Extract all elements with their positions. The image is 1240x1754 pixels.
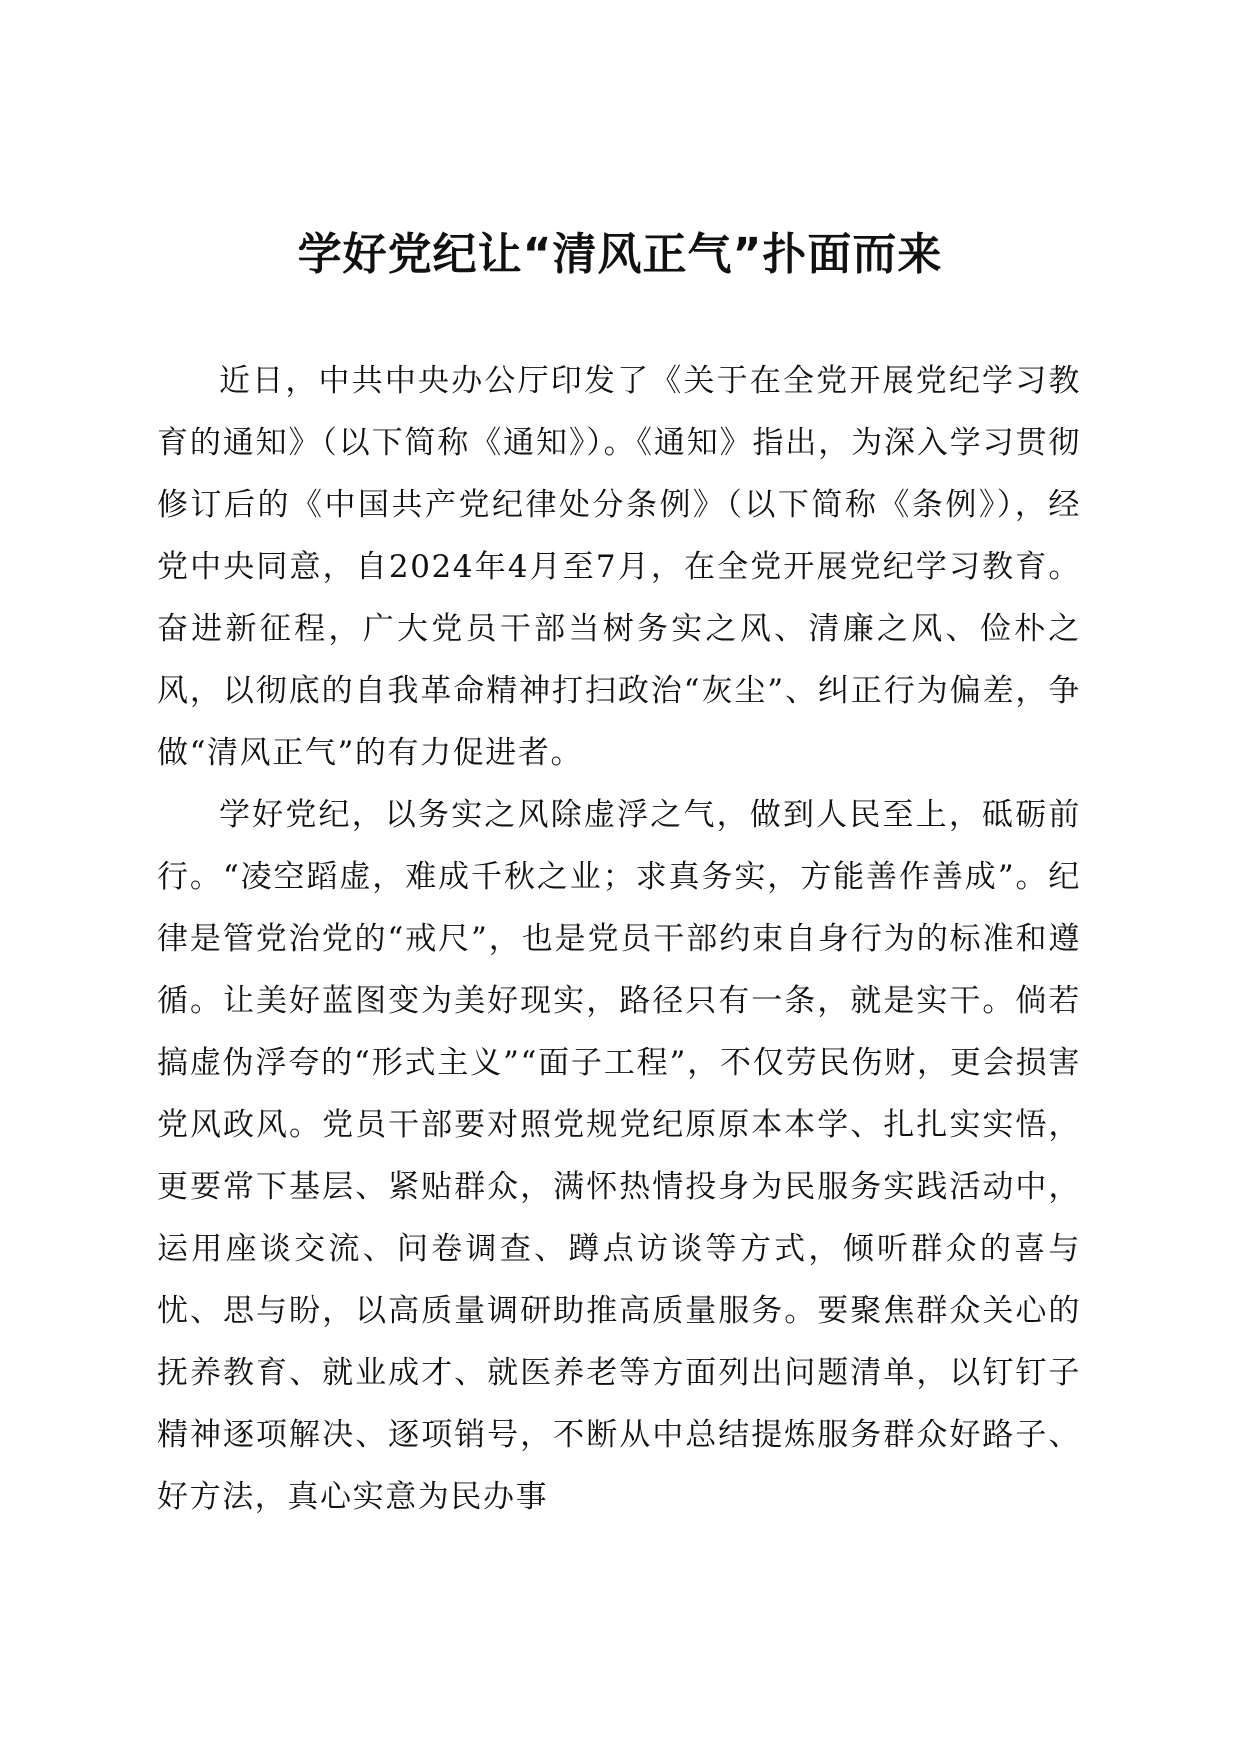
document-body bbox=[157, 350, 1081, 1528]
paragraph-2: 学好党纪，以务实之风除虚浮之气，做到人民至上，砥砺前行。“凌空蹈虚，难成千秋之业；求真务实，方能善作善成”。纪律是管党治党的“戒尺”，也是党员干部约束自身行为的标准和遵循。让美好蓝图变为美好现实，路径只有一条，就是实干。倘若搞虚伪浮夸的“形式主义”“面子工程”，不仅劳民伤财，更会损害党风政风。党员干部要对照党规党纪原原本本学、扎扎实实悟，更要常下基层、紧贴群众，满怀热情投身为民服务实践活动中，运用座谈交流、问卷调查、蹲点访谈等方式，倾听群众的喜与忧、思与盼，以高质量调研助推高质量服务。要聚焦群众关心的抚养教育、就业成才、就医养老等方面列出问题清单，以钉钉子精神逐项解决、逐项销号，不断从中总结提炼服务群众好路子、好方法，真心实意为民办事 bbox=[157, 797, 1081, 1515]
document-title: 学好党纪让“清风正气”扑面而来 bbox=[297, 229, 943, 281]
paragraph-1: 近日，中共中央办公厅印发了《关于在全党开展党纪学习教育的通知》（以下简称《通知》）。《通知》指出，为深入学习贯彻修订后的《中国共产党纪律处分条例》（以下简称《条例》），经党中央同意，自2024年4月至7月，在全党开展党纪学习教育。奋进新征程，广大党员干部当树务实之风、清廉之风、俭朴之风，以彻底的自我革命精神打扫政治“灰尘”、纠正行为偏差，争做“清风正气”的有力促进者。 bbox=[157, 363, 1081, 771]
